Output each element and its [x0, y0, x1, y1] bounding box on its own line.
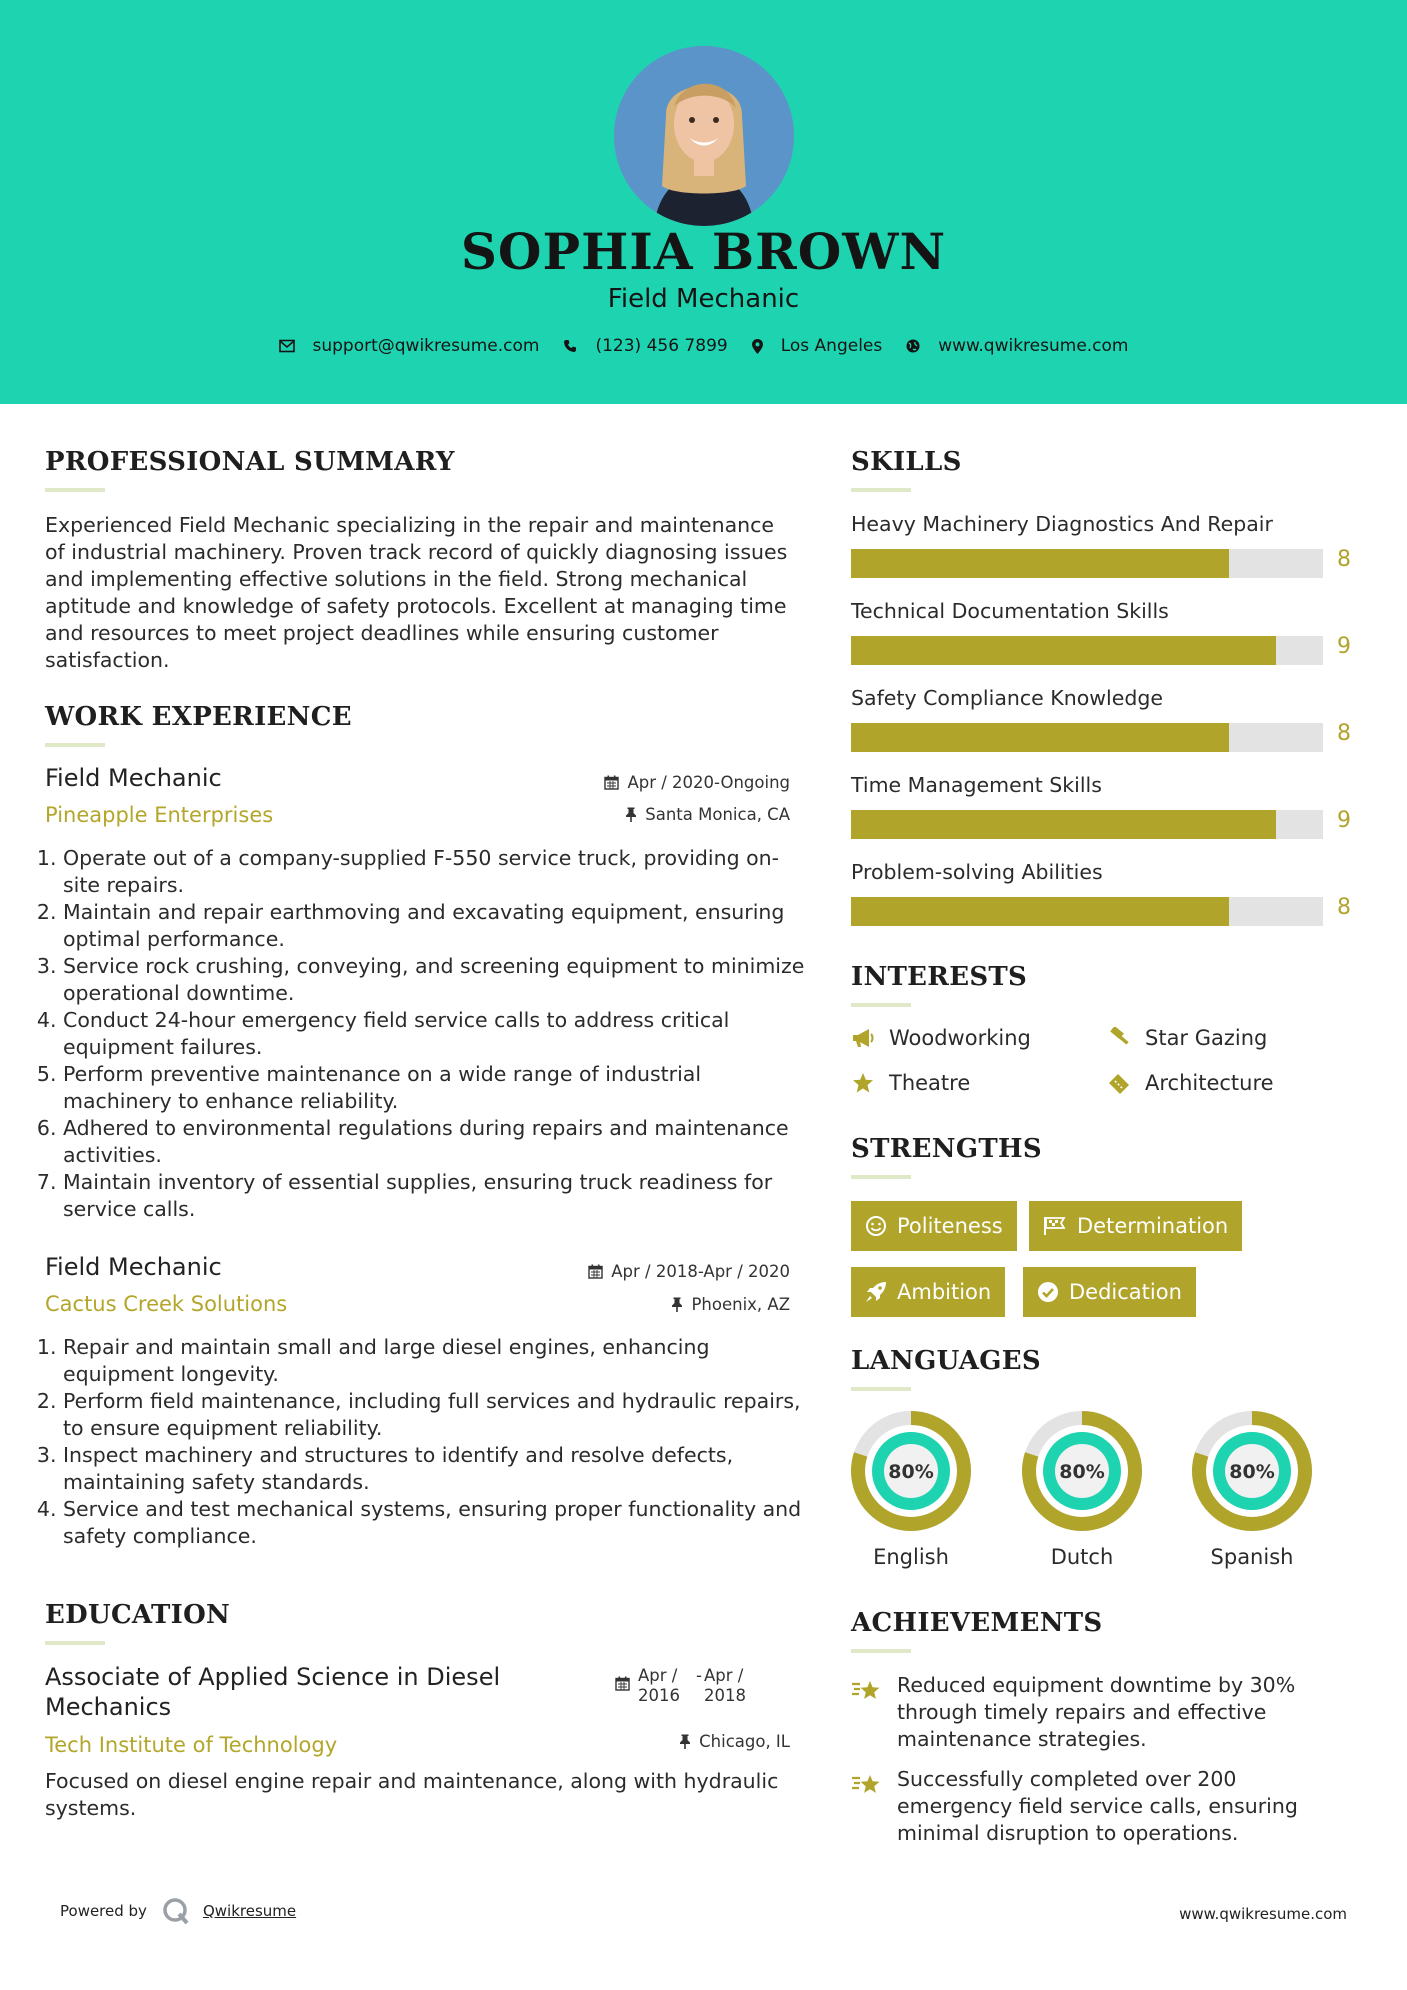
- list-item: 1. Repair and maintain small and large diesel engines, enhancing equipment longevity.: [63, 1334, 805, 1388]
- strengths-heading: STRENGTHS: [851, 1134, 1042, 1164]
- achievements-heading: ACHIEVEMENTS: [851, 1608, 1103, 1638]
- shooting-star-icon: [851, 1772, 883, 1798]
- email-text: support@qwikresume.com: [312, 336, 540, 356]
- interest-item-theatre: [851, 1071, 970, 1095]
- contact-location: [752, 336, 883, 356]
- interests-rule: [851, 1003, 911, 1007]
- interests-heading: INTERESTS: [851, 962, 1028, 992]
- summary-rule: [45, 488, 105, 492]
- skill-bar-track: [851, 897, 1323, 926]
- date-separator: -: [696, 1666, 702, 1685]
- achievement-item: [851, 1766, 1321, 1847]
- shooting-star-icon: [851, 1678, 883, 1704]
- strength-label: Determination: [1077, 1214, 1229, 1238]
- language-name: Spanish: [1210, 1545, 1294, 1569]
- list-item: 6. Adhered to environmental regulations during repairs and maintenance activities.: [63, 1115, 805, 1169]
- location-text: Los Angeles: [780, 336, 883, 356]
- header-banner: [0, 0, 1407, 404]
- skill-bar-fill: [851, 636, 1276, 665]
- job-location: [625, 805, 790, 824]
- candidate-title: Field Mechanic: [607, 284, 800, 314]
- strength-badge-determination: [1029, 1201, 1242, 1251]
- strength-label: Dedication: [1069, 1280, 1182, 1304]
- education-rule: [45, 1641, 105, 1645]
- strength-badge-dedication: [1023, 1267, 1196, 1317]
- skill-label: Time Management Skills: [851, 773, 1102, 797]
- megaphone-icon: [851, 1027, 875, 1049]
- skill-bar-track: [851, 549, 1323, 578]
- ticket-icon: [1107, 1072, 1131, 1094]
- achievements-rule: [851, 1649, 911, 1653]
- experience-rule: [45, 743, 105, 747]
- skills-rule: [851, 488, 911, 492]
- job-title: Field Mechanic: [45, 1253, 222, 1281]
- education-heading: EDUCATION: [45, 1600, 231, 1630]
- interest-item-star-gazing: [1107, 1026, 1267, 1050]
- skill-score: 8: [1337, 547, 1351, 572]
- list-item: 5. Perform preventive maintenance on a wide range of industrial machinery to enhance reliability.: [63, 1061, 805, 1115]
- website-text: www.qwikresume.com: [938, 336, 1129, 356]
- list-item: 3. Service rock crushing, conveying, and screening equipment to minimize operational downtime.: [63, 953, 805, 1007]
- brand-link[interactable]: Qwikresume: [202, 1902, 297, 1920]
- flag-icon: [1043, 1216, 1067, 1236]
- language-ring: [1190, 1409, 1314, 1533]
- job-dates-text: Apr / 2020-Ongoing: [627, 773, 790, 792]
- education-location-text: Chicago, IL: [699, 1732, 790, 1751]
- globe-icon: [906, 339, 920, 353]
- skill-score: 8: [1337, 721, 1351, 746]
- language-name: Dutch: [1050, 1545, 1114, 1569]
- achievement-item: [851, 1672, 1321, 1753]
- education-degree: Associate of Applied Science in Diesel Mechanics: [45, 1663, 501, 1721]
- skill-bar-fill: [851, 723, 1229, 752]
- contact-website[interactable]: [906, 336, 1128, 356]
- phone-text: (123) 456 7899: [595, 336, 728, 356]
- rocket-icon: [865, 1281, 887, 1303]
- job-location-text: Santa Monica, CA: [645, 805, 790, 824]
- languages-heading: LANGUAGES: [851, 1346, 1041, 1376]
- skill-bar-fill: [851, 549, 1229, 578]
- interest-label: Architecture: [1145, 1071, 1274, 1095]
- list-item: 7. Maintain inventory of essential supplies, ensuring truck readiness for service calls.: [63, 1169, 805, 1223]
- pushpin-icon: [625, 807, 637, 822]
- pushpin-icon: [671, 1297, 683, 1312]
- language-percent-label: 80%: [1059, 1461, 1105, 1483]
- skill-label: Problem-solving Abilities: [851, 860, 1103, 884]
- gavel-icon: [1107, 1027, 1131, 1049]
- envelope-icon: [279, 339, 295, 353]
- list-item: 3. Inspect machinery and structures to identify and resolve defects, maintaining safety standards.: [63, 1442, 805, 1496]
- education-description: Focused on diesel engine repair and maintenance, along with hydraulic systems.: [45, 1769, 779, 1820]
- skill-bar-track: [851, 810, 1323, 839]
- interest-label: Woodworking: [889, 1026, 1031, 1050]
- skill-bar-fill: [851, 897, 1229, 926]
- list-item: 4. Service and test mechanical systems, ensuring proper functionality and safety compliance.: [63, 1496, 805, 1550]
- language-name: English: [873, 1545, 949, 1569]
- list-item: 2. Perform field maintenance, including full services and hydraulic repairs, to ensure equipment reliability.: [63, 1388, 805, 1442]
- interest-label: Theatre: [889, 1071, 971, 1095]
- interest-item-architecture: [1107, 1071, 1274, 1095]
- contact-bar: [0, 336, 1407, 356]
- education-end: Apr / 2018: [703, 1666, 746, 1705]
- skill-label: Heavy Machinery Diagnostics And Repair: [851, 512, 1273, 536]
- strength-badge-politeness: [851, 1201, 1017, 1251]
- calendar-icon: [604, 775, 619, 790]
- education-start: Apr / 2016: [638, 1666, 680, 1705]
- language-percent-label: 80%: [1229, 1461, 1275, 1483]
- candidate-name: SOPHIA BROWN: [460, 222, 947, 281]
- language-ring: [1020, 1409, 1144, 1533]
- skill-bar-track: [851, 636, 1323, 665]
- contact-phone[interactable]: [563, 336, 727, 356]
- map-marker-icon: [752, 339, 763, 354]
- education-dates: [615, 1666, 754, 1706]
- job-duties-list: [45, 1334, 805, 1550]
- skill-score: 9: [1337, 808, 1351, 833]
- footer-website[interactable]: www.qwikresume.com: [1179, 1905, 1347, 1923]
- education-location: [679, 1732, 790, 1751]
- language-ring: [849, 1409, 973, 1533]
- strength-badge-ambition: [851, 1267, 1005, 1317]
- skill-bar-fill: [851, 810, 1276, 839]
- achievement-text: Successfully completed over 200 emergency field service calls, ensuring minimal disruption to operations.: [897, 1767, 1298, 1845]
- star-icon: [851, 1072, 875, 1094]
- languages-rule: [851, 1387, 911, 1391]
- strength-label: Politeness: [897, 1214, 1003, 1238]
- pushpin-icon: [679, 1734, 691, 1749]
- job-dates: [604, 773, 790, 792]
- interest-label: Star Gazing: [1145, 1026, 1268, 1050]
- footer-powered-by: [60, 1896, 296, 1926]
- education-school: Tech Institute of Technology: [45, 1733, 338, 1757]
- job-dates: [588, 1262, 790, 1281]
- phone-icon: [563, 339, 577, 353]
- interest-item-woodworking: [851, 1026, 1031, 1050]
- skill-label: Safety Compliance Knowledge: [851, 686, 1163, 710]
- job-location-text: Phoenix, AZ: [691, 1295, 790, 1314]
- summary-text: Experienced Field Mechanic specializing in the repair and maintenance of industrial machinery. Proven track record of quickly diagnosing issues and implementing effective solutions in the field. Strong mechanical aptitude and knowledge of safety protocols. Excellent at managing time and resources to meet project deadlines while ensuring customer satisfaction.: [45, 513, 788, 672]
- strengths-rule: [851, 1175, 911, 1179]
- contact-email[interactable]: [279, 336, 540, 356]
- qwikresume-logo-icon: [161, 1896, 191, 1926]
- smile-icon: [865, 1215, 887, 1237]
- skill-score: 8: [1337, 895, 1351, 920]
- profile-photo: [614, 46, 794, 226]
- powered-by-text: Powered by: [60, 1902, 147, 1920]
- job-title: Field Mechanic: [45, 764, 222, 792]
- calendar-icon: [588, 1264, 603, 1279]
- check-circle-icon: [1037, 1281, 1059, 1303]
- job-company: Pineapple Enterprises: [45, 803, 274, 827]
- skill-label: Technical Documentation Skills: [851, 599, 1169, 623]
- list-item: 1. Operate out of a company-supplied F-550 service truck, providing on-site repairs.: [63, 845, 805, 899]
- skill-score: 9: [1337, 634, 1351, 659]
- job-duties-list: [45, 845, 805, 1223]
- skills-heading: SKILLS: [851, 447, 962, 477]
- language-percent-label: 80%: [888, 1461, 934, 1483]
- summary-heading: PROFESSIONAL SUMMARY: [45, 447, 455, 477]
- list-item: 4. Conduct 24-hour emergency field service calls to address critical equipment failures.: [63, 1007, 805, 1061]
- experience-heading: WORK EXPERIENCE: [45, 702, 352, 732]
- achievement-text: Reduced equipment downtime by 30% through timely repairs and effective maintenance strategies.: [897, 1673, 1296, 1751]
- job-location: [671, 1295, 790, 1314]
- list-item: 2. Maintain and repair earthmoving and excavating equipment, ensuring optimal performance.: [63, 899, 805, 953]
- job-dates-text: Apr / 2018-Apr / 2020: [611, 1262, 790, 1281]
- job-company: Cactus Creek Solutions: [45, 1292, 288, 1316]
- skill-bar-track: [851, 723, 1323, 752]
- calendar-icon: [615, 1676, 630, 1691]
- strength-label: Ambition: [897, 1280, 992, 1304]
